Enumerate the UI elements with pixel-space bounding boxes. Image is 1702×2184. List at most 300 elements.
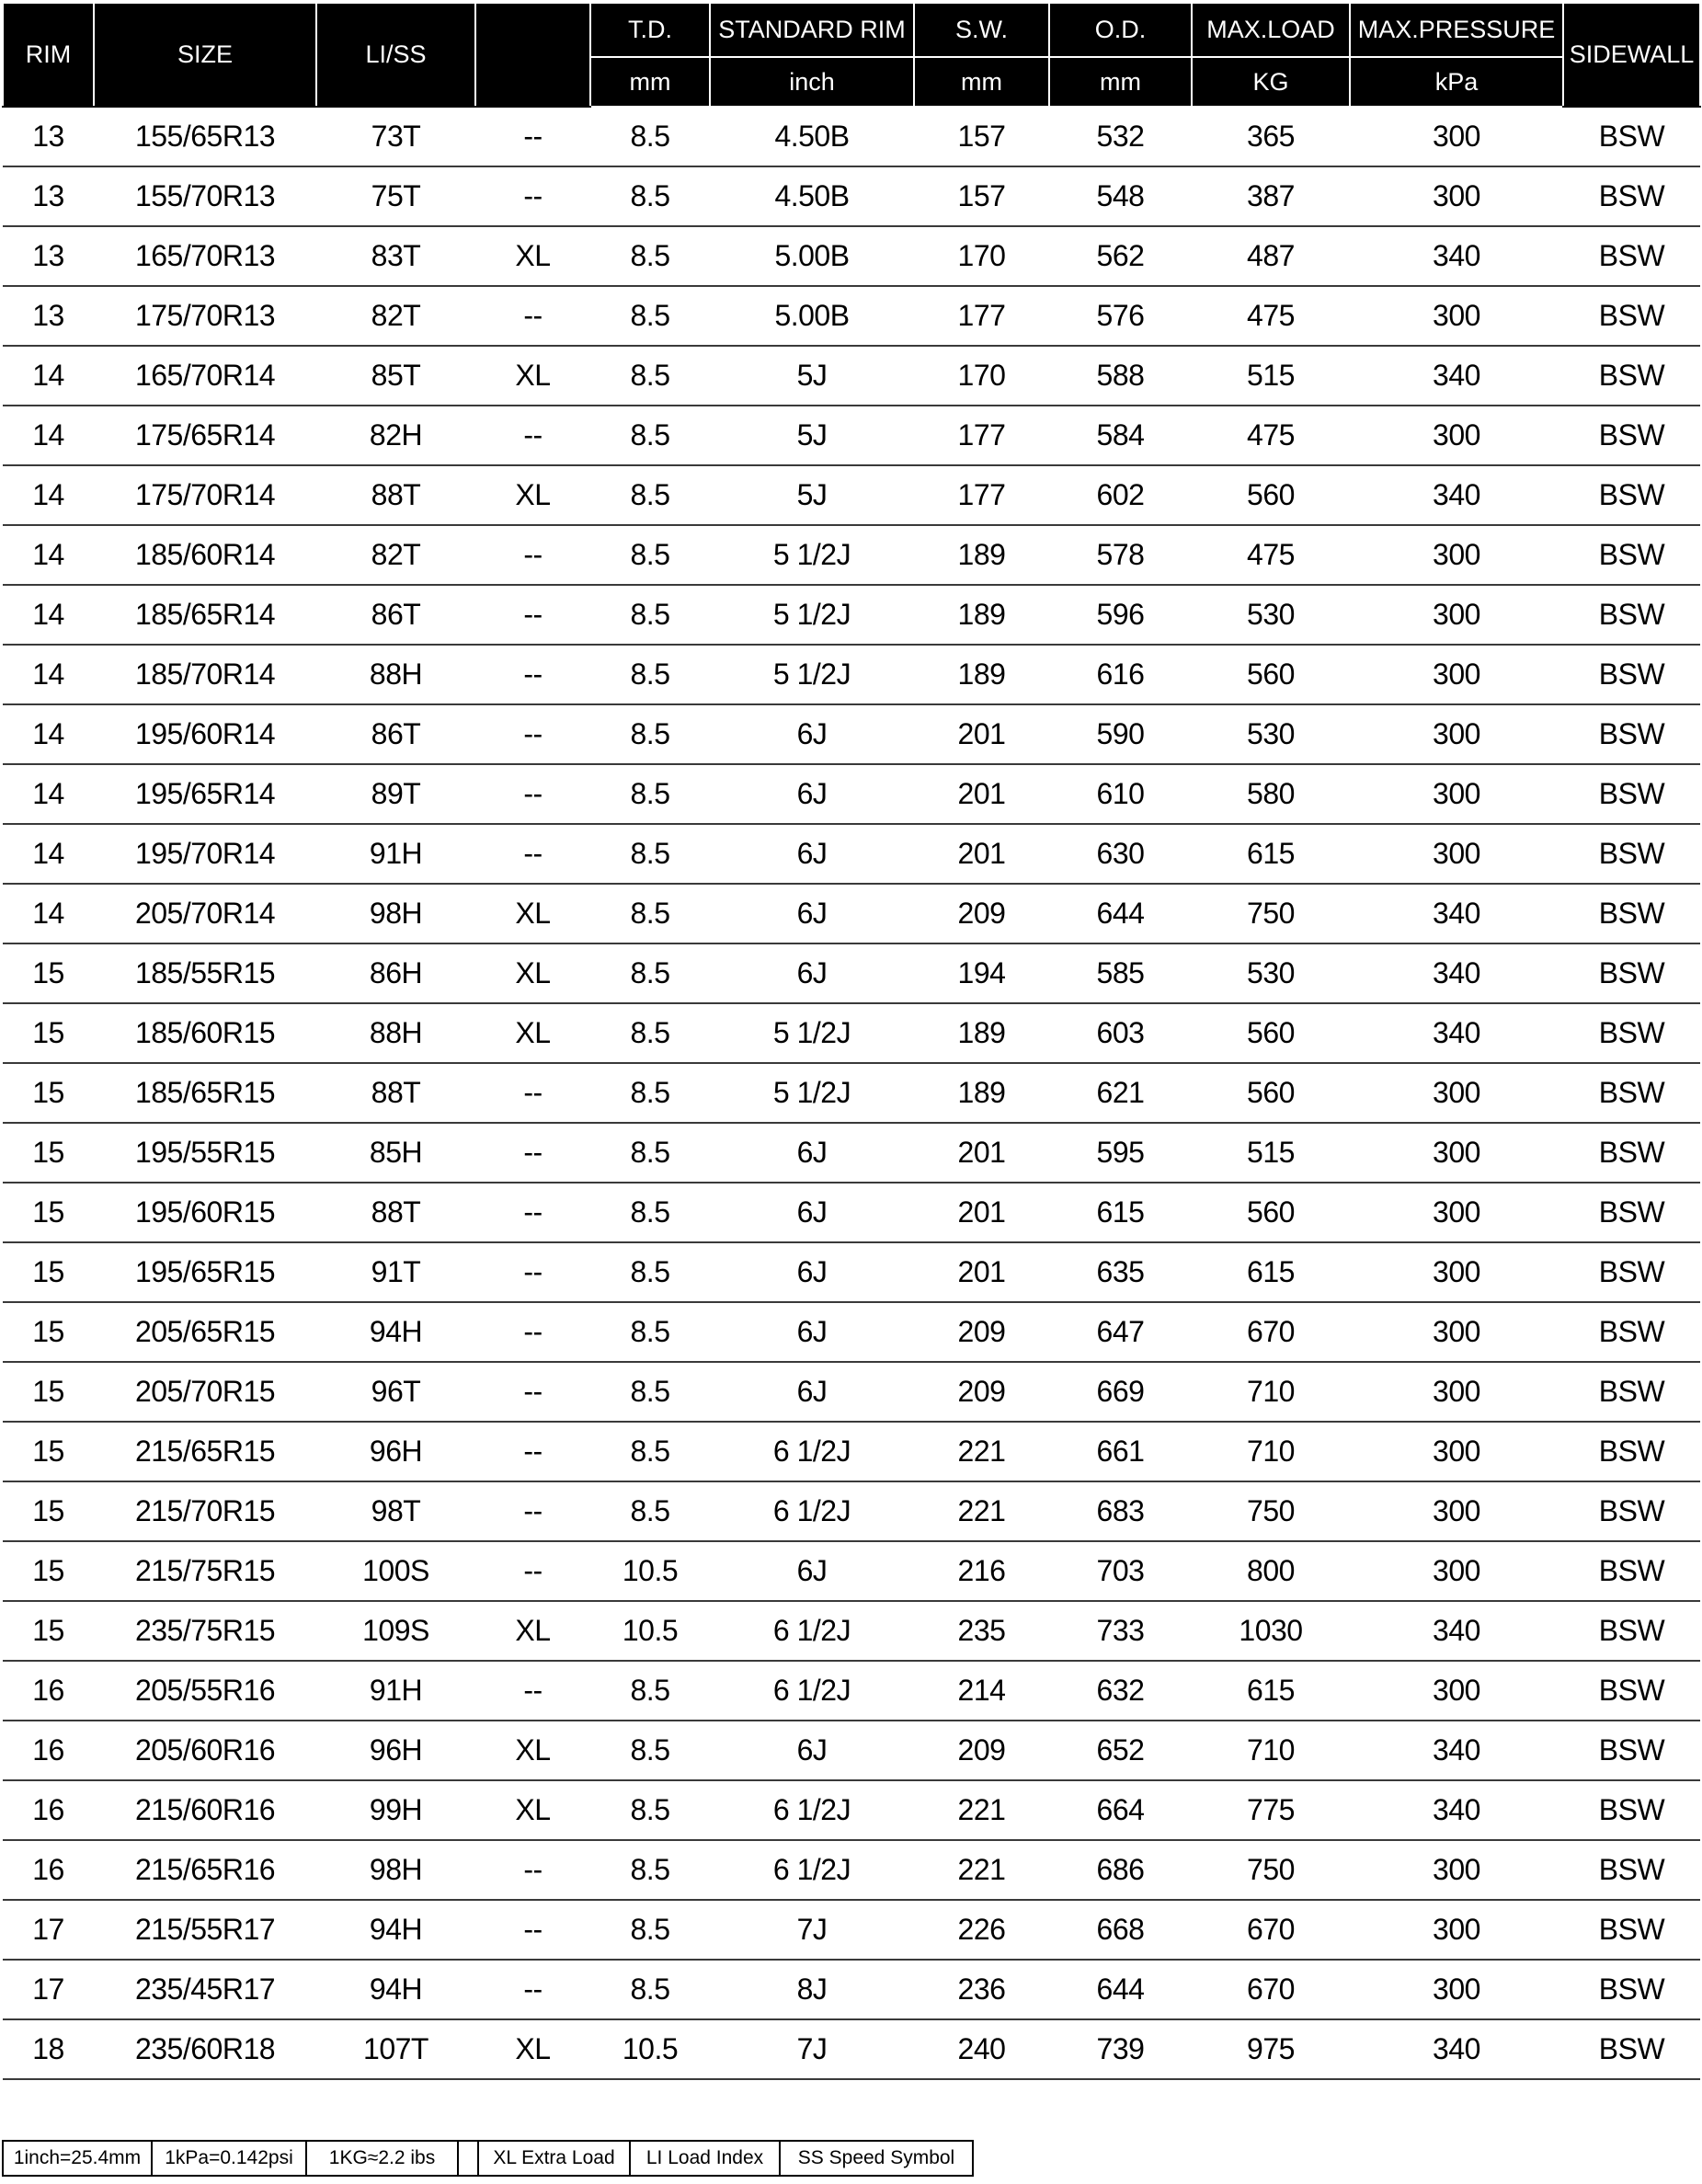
- table-row: [3, 1481, 1700, 1541]
- cell-max-pressure: 300: [1350, 107, 1563, 166]
- table-row: [3, 1242, 1700, 1302]
- cell-td: 8.5: [590, 1302, 710, 1362]
- cell-sidewall: BSW: [1563, 107, 1700, 166]
- cell-od: 630: [1049, 824, 1192, 884]
- table-row: [3, 1422, 1700, 1481]
- cell-rim: 14: [3, 824, 94, 884]
- cell-od: 669: [1049, 1362, 1192, 1422]
- cell-xl: --: [475, 1422, 590, 1481]
- cell-sw: 177: [914, 406, 1049, 465]
- cell-xl: XL: [475, 1780, 590, 1840]
- cell-li-ss: 86T: [316, 704, 475, 764]
- table-row: [3, 1960, 1700, 2019]
- cell-li-ss: 85T: [316, 346, 475, 406]
- cell-max-pressure: 300: [1350, 166, 1563, 226]
- table-row: [3, 1362, 1700, 1422]
- cell-td: 8.5: [590, 525, 710, 585]
- cell-li-ss: 109S: [316, 1601, 475, 1661]
- table-header: [3, 3, 1700, 107]
- cell-standard-rim: 6J: [710, 1242, 914, 1302]
- cell-max-pressure: 340: [1350, 1780, 1563, 1840]
- cell-size: 215/65R16: [94, 1840, 316, 1900]
- cell-od: 578: [1049, 525, 1192, 585]
- cell-rim: 15: [3, 1183, 94, 1242]
- header-max-load: MAX.LOAD: [1192, 3, 1350, 57]
- cell-td: 8.5: [590, 585, 710, 645]
- cell-sidewall: BSW: [1563, 943, 1700, 1003]
- cell-size: 185/55R15: [94, 943, 316, 1003]
- cell-standard-rim: 6J: [710, 1721, 914, 1780]
- cell-li-ss: 100S: [316, 1541, 475, 1601]
- legend-inch-conversion: 1inch=25.4mm: [3, 2141, 152, 2176]
- cell-od: 588: [1049, 346, 1192, 406]
- cell-standard-rim: 6J: [710, 1183, 914, 1242]
- cell-rim: 15: [3, 1123, 94, 1183]
- cell-li-ss: 91H: [316, 1661, 475, 1721]
- cell-standard-rim: 5 1/2J: [710, 1063, 914, 1123]
- cell-od: 585: [1049, 943, 1192, 1003]
- table-row: [3, 1003, 1700, 1063]
- cell-rim: 13: [3, 226, 94, 286]
- cell-sw: 221: [914, 1481, 1049, 1541]
- cell-sidewall: BSW: [1563, 1541, 1700, 1601]
- cell-sidewall: BSW: [1563, 1960, 1700, 2019]
- cell-sw: 209: [914, 1721, 1049, 1780]
- table-body: [3, 107, 1700, 2079]
- cell-od: 644: [1049, 1960, 1192, 2019]
- cell-size: 205/70R15: [94, 1362, 316, 1422]
- cell-standard-rim: 6J: [710, 1123, 914, 1183]
- cell-max-pressure: 340: [1350, 1601, 1563, 1661]
- cell-max-load: 365: [1192, 107, 1350, 166]
- cell-size: 195/70R14: [94, 824, 316, 884]
- cell-sw: 189: [914, 1003, 1049, 1063]
- cell-max-load: 800: [1192, 1541, 1350, 1601]
- cell-od: 532: [1049, 107, 1192, 166]
- cell-li-ss: 83T: [316, 226, 475, 286]
- header-td: T.D.: [590, 3, 710, 57]
- cell-sw: 226: [914, 1900, 1049, 1960]
- table-row: [3, 406, 1700, 465]
- cell-sw: 209: [914, 884, 1049, 943]
- cell-max-load: 560: [1192, 1063, 1350, 1123]
- cell-standard-rim: 6 1/2J: [710, 1601, 914, 1661]
- table-row: [3, 943, 1700, 1003]
- cell-standard-rim: 6 1/2J: [710, 1422, 914, 1481]
- cell-size: 205/65R15: [94, 1302, 316, 1362]
- cell-od: 576: [1049, 286, 1192, 346]
- cell-max-load: 515: [1192, 346, 1350, 406]
- cell-td: 8.5: [590, 465, 710, 525]
- cell-od: 602: [1049, 465, 1192, 525]
- cell-standard-rim: 5.00B: [710, 286, 914, 346]
- cell-sw: 170: [914, 226, 1049, 286]
- cell-standard-rim: 5 1/2J: [710, 1003, 914, 1063]
- cell-sw: 170: [914, 346, 1049, 406]
- cell-td: 8.5: [590, 107, 710, 166]
- cell-xl: XL: [475, 226, 590, 286]
- cell-od: 703: [1049, 1541, 1192, 1601]
- cell-xl: --: [475, 525, 590, 585]
- cell-td: 8.5: [590, 1780, 710, 1840]
- header-li-ss: LI/SS: [316, 3, 475, 107]
- cell-rim: 14: [3, 585, 94, 645]
- cell-xl: --: [475, 764, 590, 824]
- cell-size: 205/70R14: [94, 884, 316, 943]
- cell-td: 8.5: [590, 943, 710, 1003]
- cell-max-pressure: 300: [1350, 406, 1563, 465]
- cell-max-pressure: 340: [1350, 2019, 1563, 2079]
- table-row: [3, 704, 1700, 764]
- cell-max-pressure: 300: [1350, 704, 1563, 764]
- cell-max-pressure: 300: [1350, 1242, 1563, 1302]
- cell-rim: 13: [3, 286, 94, 346]
- tire-spec-table: [2, 2, 1701, 2080]
- cell-sidewall: BSW: [1563, 1780, 1700, 1840]
- cell-rim: 13: [3, 107, 94, 166]
- cell-standard-rim: 5J: [710, 465, 914, 525]
- cell-max-load: 775: [1192, 1780, 1350, 1840]
- cell-max-load: 975: [1192, 2019, 1350, 2079]
- cell-rim: 16: [3, 1840, 94, 1900]
- cell-size: 175/70R13: [94, 286, 316, 346]
- cell-li-ss: 99H: [316, 1780, 475, 1840]
- cell-sw: 201: [914, 764, 1049, 824]
- cell-sidewall: BSW: [1563, 1481, 1700, 1541]
- cell-li-ss: 94H: [316, 1302, 475, 1362]
- cell-xl: --: [475, 1362, 590, 1422]
- table-row: [3, 824, 1700, 884]
- cell-od: 610: [1049, 764, 1192, 824]
- cell-rim: 15: [3, 1242, 94, 1302]
- cell-sidewall: BSW: [1563, 1661, 1700, 1721]
- cell-td: 8.5: [590, 1123, 710, 1183]
- cell-sw: 201: [914, 1242, 1049, 1302]
- legend-spacer: [458, 2141, 478, 2176]
- unit-td: mm: [590, 57, 710, 107]
- cell-max-pressure: 300: [1350, 645, 1563, 704]
- cell-li-ss: 82H: [316, 406, 475, 465]
- cell-sw: 240: [914, 2019, 1049, 2079]
- cell-rim: 16: [3, 1661, 94, 1721]
- cell-od: 632: [1049, 1661, 1192, 1721]
- cell-size: 155/70R13: [94, 166, 316, 226]
- cell-rim: 16: [3, 1780, 94, 1840]
- cell-sw: 177: [914, 286, 1049, 346]
- cell-li-ss: 91T: [316, 1242, 475, 1302]
- cell-li-ss: 96T: [316, 1362, 475, 1422]
- header-sidewall: SIDEWALL: [1563, 3, 1700, 107]
- cell-max-load: 515: [1192, 1123, 1350, 1183]
- cell-max-pressure: 300: [1350, 824, 1563, 884]
- cell-xl: --: [475, 1661, 590, 1721]
- legend-kpa-conversion: 1kPa=0.142psi: [152, 2141, 306, 2176]
- cell-td: 8.5: [590, 764, 710, 824]
- cell-li-ss: 88T: [316, 1183, 475, 1242]
- header-xl: [475, 3, 590, 107]
- cell-max-load: 530: [1192, 943, 1350, 1003]
- cell-max-load: 710: [1192, 1721, 1350, 1780]
- cell-rim: 17: [3, 1900, 94, 1960]
- cell-max-pressure: 300: [1350, 286, 1563, 346]
- cell-xl: --: [475, 585, 590, 645]
- cell-xl: XL: [475, 2019, 590, 2079]
- table-row: [3, 645, 1700, 704]
- cell-size: 195/65R15: [94, 1242, 316, 1302]
- cell-sidewall: BSW: [1563, 525, 1700, 585]
- cell-sidewall: BSW: [1563, 1362, 1700, 1422]
- cell-max-pressure: 340: [1350, 1721, 1563, 1780]
- cell-rim: 14: [3, 764, 94, 824]
- cell-size: 195/60R15: [94, 1183, 316, 1242]
- cell-max-load: 530: [1192, 585, 1350, 645]
- cell-td: 8.5: [590, 704, 710, 764]
- cell-standard-rim: 6J: [710, 824, 914, 884]
- cell-max-load: 487: [1192, 226, 1350, 286]
- cell-sw: 189: [914, 645, 1049, 704]
- cell-td: 8.5: [590, 346, 710, 406]
- table-row: [3, 1302, 1700, 1362]
- cell-max-load: 560: [1192, 1003, 1350, 1063]
- cell-sw: 157: [914, 107, 1049, 166]
- table-row: [3, 1183, 1700, 1242]
- cell-rim: 15: [3, 1422, 94, 1481]
- cell-td: 8.5: [590, 1183, 710, 1242]
- cell-od: 584: [1049, 406, 1192, 465]
- cell-li-ss: 88T: [316, 465, 475, 525]
- cell-td: 10.5: [590, 1601, 710, 1661]
- cell-max-load: 1030: [1192, 1601, 1350, 1661]
- cell-size: 235/75R15: [94, 1601, 316, 1661]
- cell-size: 205/55R16: [94, 1661, 316, 1721]
- cell-rim: 18: [3, 2019, 94, 2079]
- cell-standard-rim: 6 1/2J: [710, 1481, 914, 1541]
- cell-standard-rim: 7J: [710, 2019, 914, 2079]
- cell-max-pressure: 340: [1350, 465, 1563, 525]
- cell-sw: 189: [914, 1063, 1049, 1123]
- cell-xl: --: [475, 1960, 590, 2019]
- cell-xl: --: [475, 1302, 590, 1362]
- table-row: [3, 1541, 1700, 1601]
- cell-max-load: 615: [1192, 1661, 1350, 1721]
- header-standard-rim: STANDARD RIM: [710, 3, 914, 57]
- cell-li-ss: 82T: [316, 286, 475, 346]
- unit-max-load: KG: [1192, 57, 1350, 107]
- cell-li-ss: 98H: [316, 884, 475, 943]
- cell-max-pressure: 300: [1350, 1481, 1563, 1541]
- cell-standard-rim: 6J: [710, 943, 914, 1003]
- cell-max-load: 670: [1192, 1960, 1350, 2019]
- cell-sw: 221: [914, 1840, 1049, 1900]
- cell-sw: 214: [914, 1661, 1049, 1721]
- cell-size: 195/65R14: [94, 764, 316, 824]
- cell-xl: XL: [475, 884, 590, 943]
- header-rim: RIM: [3, 3, 94, 107]
- cell-sw: 201: [914, 704, 1049, 764]
- table-row: [3, 2019, 1700, 2079]
- cell-xl: --: [475, 166, 590, 226]
- cell-li-ss: 86T: [316, 585, 475, 645]
- cell-max-pressure: 300: [1350, 1840, 1563, 1900]
- cell-td: 8.5: [590, 1003, 710, 1063]
- cell-standard-rim: 6J: [710, 764, 914, 824]
- cell-xl: --: [475, 1840, 590, 1900]
- cell-td: 10.5: [590, 2019, 710, 2079]
- cell-max-pressure: 300: [1350, 1302, 1563, 1362]
- cell-rim: 14: [3, 645, 94, 704]
- cell-sidewall: BSW: [1563, 166, 1700, 226]
- cell-xl: --: [475, 406, 590, 465]
- cell-max-load: 710: [1192, 1362, 1350, 1422]
- cell-xl: --: [475, 824, 590, 884]
- cell-standard-rim: 6J: [710, 704, 914, 764]
- header-sw: S.W.: [914, 3, 1049, 57]
- cell-max-pressure: 300: [1350, 1900, 1563, 1960]
- cell-size: 185/60R15: [94, 1003, 316, 1063]
- cell-rim: 15: [3, 1302, 94, 1362]
- table-row: [3, 346, 1700, 406]
- cell-max-load: 615: [1192, 1242, 1350, 1302]
- cell-td: 8.5: [590, 406, 710, 465]
- cell-xl: --: [475, 107, 590, 166]
- cell-li-ss: 94H: [316, 1960, 475, 2019]
- cell-sw: 189: [914, 585, 1049, 645]
- cell-rim: 14: [3, 525, 94, 585]
- cell-sw: 157: [914, 166, 1049, 226]
- cell-li-ss: 75T: [316, 166, 475, 226]
- cell-li-ss: 86H: [316, 943, 475, 1003]
- cell-sidewall: BSW: [1563, 824, 1700, 884]
- cell-standard-rim: 5J: [710, 406, 914, 465]
- cell-rim: 16: [3, 1721, 94, 1780]
- cell-td: 8.5: [590, 1661, 710, 1721]
- cell-size: 165/70R14: [94, 346, 316, 406]
- cell-td: 8.5: [590, 1242, 710, 1302]
- cell-standard-rim: 8J: [710, 1960, 914, 2019]
- table-row: [3, 1661, 1700, 1721]
- header-od: O.D.: [1049, 3, 1192, 57]
- cell-sw: 194: [914, 943, 1049, 1003]
- cell-max-load: 387: [1192, 166, 1350, 226]
- cell-xl: XL: [475, 1721, 590, 1780]
- cell-standard-rim: 6 1/2J: [710, 1661, 914, 1721]
- cell-td: 8.5: [590, 1422, 710, 1481]
- cell-od: 562: [1049, 226, 1192, 286]
- cell-li-ss: 73T: [316, 107, 475, 166]
- cell-standard-rim: 6J: [710, 1302, 914, 1362]
- table-row: [3, 585, 1700, 645]
- cell-standard-rim: 6J: [710, 1362, 914, 1422]
- cell-sw: 209: [914, 1302, 1049, 1362]
- cell-sidewall: BSW: [1563, 1123, 1700, 1183]
- cell-size: 215/65R15: [94, 1422, 316, 1481]
- cell-xl: --: [475, 1900, 590, 1960]
- cell-sidewall: BSW: [1563, 2019, 1700, 2079]
- cell-xl: --: [475, 1183, 590, 1242]
- cell-od: 590: [1049, 704, 1192, 764]
- cell-max-load: 750: [1192, 1840, 1350, 1900]
- cell-standard-rim: 4.50B: [710, 107, 914, 166]
- cell-sw: 177: [914, 465, 1049, 525]
- cell-rim: 13: [3, 166, 94, 226]
- cell-xl: XL: [475, 943, 590, 1003]
- cell-td: 8.5: [590, 884, 710, 943]
- cell-size: 185/60R14: [94, 525, 316, 585]
- cell-od: 616: [1049, 645, 1192, 704]
- cell-li-ss: 94H: [316, 1900, 475, 1960]
- cell-rim: 14: [3, 465, 94, 525]
- unit-standard-rim: inch: [710, 57, 914, 107]
- cell-td: 8.5: [590, 1960, 710, 2019]
- cell-rim: 17: [3, 1960, 94, 2019]
- cell-size: 165/70R13: [94, 226, 316, 286]
- cell-max-load: 530: [1192, 704, 1350, 764]
- cell-li-ss: 96H: [316, 1422, 475, 1481]
- cell-od: 661: [1049, 1422, 1192, 1481]
- legend-kg-conversion: 1KG≈2.2 ibs: [306, 2141, 458, 2176]
- cell-xl: XL: [475, 1003, 590, 1063]
- cell-max-pressure: 300: [1350, 764, 1563, 824]
- cell-li-ss: 88T: [316, 1063, 475, 1123]
- cell-max-pressure: 300: [1350, 1123, 1563, 1183]
- cell-rim: 15: [3, 1481, 94, 1541]
- table-row: [3, 884, 1700, 943]
- cell-size: 195/55R15: [94, 1123, 316, 1183]
- legend-ss: SS Speed Symbol: [780, 2141, 973, 2176]
- cell-rim: 14: [3, 346, 94, 406]
- cell-od: 621: [1049, 1063, 1192, 1123]
- cell-sw: 201: [914, 1123, 1049, 1183]
- cell-standard-rim: 6J: [710, 884, 914, 943]
- table-row: [3, 1840, 1700, 1900]
- header-size: SIZE: [94, 3, 316, 107]
- cell-td: 8.5: [590, 1721, 710, 1780]
- cell-sidewall: BSW: [1563, 1900, 1700, 1960]
- legend-xl: XL Extra Load: [478, 2141, 630, 2176]
- table-row: [3, 1780, 1700, 1840]
- cell-od: 647: [1049, 1302, 1192, 1362]
- cell-max-pressure: 340: [1350, 943, 1563, 1003]
- cell-size: 155/65R13: [94, 107, 316, 166]
- cell-size: 185/65R15: [94, 1063, 316, 1123]
- cell-sidewall: BSW: [1563, 1302, 1700, 1362]
- cell-sw: 216: [914, 1541, 1049, 1601]
- cell-sw: 189: [914, 525, 1049, 585]
- cell-od: 644: [1049, 884, 1192, 943]
- cell-max-pressure: 340: [1350, 884, 1563, 943]
- cell-max-load: 710: [1192, 1422, 1350, 1481]
- table-row: [3, 764, 1700, 824]
- cell-sw: 201: [914, 1183, 1049, 1242]
- cell-sidewall: BSW: [1563, 1063, 1700, 1123]
- cell-sidewall: BSW: [1563, 884, 1700, 943]
- cell-sw: 221: [914, 1780, 1049, 1840]
- cell-max-load: 750: [1192, 1481, 1350, 1541]
- cell-max-load: 580: [1192, 764, 1350, 824]
- table-row: [3, 1123, 1700, 1183]
- table-row: [3, 1721, 1700, 1780]
- cell-sidewall: BSW: [1563, 764, 1700, 824]
- cell-xl: --: [475, 1541, 590, 1601]
- cell-xl: XL: [475, 1601, 590, 1661]
- cell-od: 686: [1049, 1840, 1192, 1900]
- cell-size: 215/55R17: [94, 1900, 316, 1960]
- cell-td: 8.5: [590, 1840, 710, 1900]
- cell-li-ss: 98H: [316, 1840, 475, 1900]
- cell-li-ss: 89T: [316, 764, 475, 824]
- cell-size: 215/60R16: [94, 1780, 316, 1840]
- cell-max-load: 670: [1192, 1302, 1350, 1362]
